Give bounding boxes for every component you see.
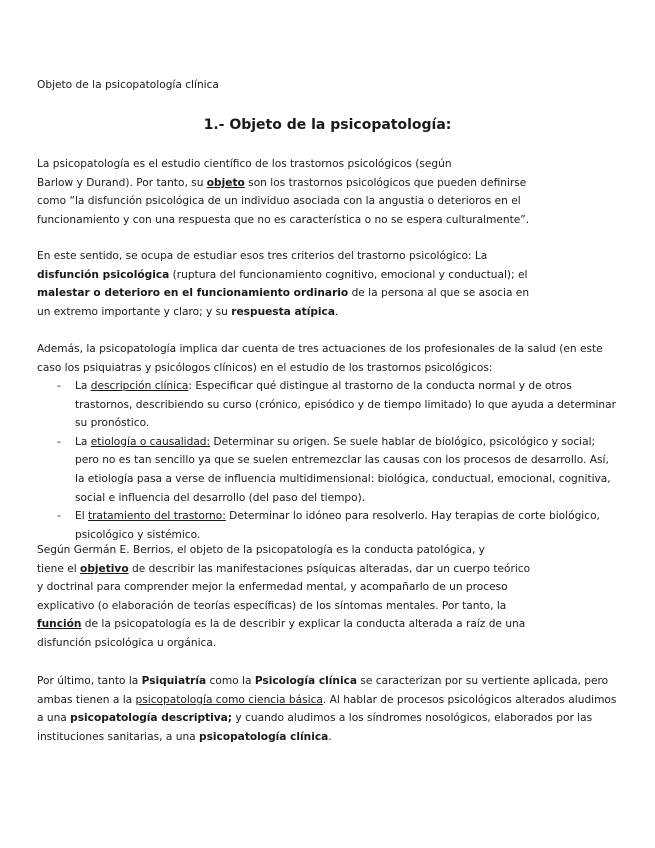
list-item-etiologia: [37, 433, 627, 507]
text-line: [37, 728, 627, 747]
text-run: de la psicopatología es la de describir y explicar la conducta alterada a raíz de una: [81, 618, 526, 631]
term-disfuncion: disfunción psicológica: [37, 268, 170, 281]
text-line: Además, la psicopatología implica dar cuenta de tres actuaciones de los profesionales de la salud (en este: [37, 343, 603, 355]
text-line: La psicopatología es el estudio científico de los trastornos psicológicos (según: [37, 158, 452, 170]
term-psicopatologia-descriptiva: psicopatología descriptiva;: [70, 712, 233, 725]
text-run: como la: [206, 675, 255, 687]
text-line: caso los psiquiatras y psicólogos clínicos) en el estudio de los trastornos psicológicos:: [37, 361, 493, 374]
text-line: social e influencia del desarrollo (del paso del tiempo).: [75, 491, 366, 504]
text-line: [37, 266, 627, 285]
paragraph-berrios: [37, 541, 627, 653]
term-funcion: función: [37, 618, 82, 631]
text-line: trastornos, describiendo su curso (crónico, episódico y de tiempo limitado) lo que ayuda a determinar: [75, 398, 616, 411]
text-run: de describir las manifestaciones psíquicas alteradas, dar un cuerpo teórico: [128, 562, 531, 575]
text-run: tiene el: [37, 562, 81, 575]
text-run: La: [75, 380, 91, 392]
text-line: psicológico y sistémico.: [75, 528, 201, 541]
term-psiquiatria: Psiquiatría: [141, 675, 207, 687]
text-run: y cuando aludimos a los síndromes nosológicos, elaborados por las: [232, 712, 593, 725]
text-line: [75, 377, 627, 396]
text-line: Según Germán E. Berrios, el objeto de la psicopatología es la conducta patológica, y: [37, 544, 485, 556]
bullet-dash: -: [57, 380, 61, 392]
text-run: instituciones sanitarias, a una: [37, 730, 200, 743]
list-item-descripcion: [37, 377, 627, 433]
text-line: como “la disfunción psicológica de un individuo asociada con la angustia o deterioros en el: [37, 195, 521, 208]
term-etiologia: etiología o causalidad:: [90, 435, 211, 448]
text-run: se caracterizan por su vertiente aplicada, pero: [357, 675, 609, 687]
text-run: (ruptura del funcionamiento cognitivo, emocional y conductual); el: [169, 268, 528, 281]
text-run: a una: [37, 712, 71, 725]
text-run: Determinar lo idóneo para resolverlo. Hay terapias de corte biológico,: [225, 510, 600, 523]
text-line: pero no es tan sencillo ya que se suelen entremezclar las causas con los procesos de desarrollo. Así,: [75, 454, 609, 467]
text-line: [37, 615, 627, 634]
text-line: [37, 709, 627, 728]
text-run: de la persona al que se asocia en: [348, 287, 530, 300]
paragraph-criteria: [37, 247, 627, 321]
text-line: [75, 507, 627, 526]
term-malestar: malestar o deterioro en el funcionamiento ordinario: [37, 287, 349, 300]
text-run: un extremo importante y claro; y su: [37, 305, 232, 318]
text-line: [37, 672, 627, 691]
text-run: : Especificar qué distingue al trastorno de la conducta normal y de otros: [188, 380, 572, 392]
text-line: explicativo (o elaboración de teorías específicas) de los síntomas mentales. Por tanto, la: [37, 599, 507, 612]
term-psicopatologia-clinica: psicopatología clínica: [199, 730, 329, 743]
text-run: El: [75, 510, 89, 523]
text-run: Barlow y Durand). Por tanto, su: [37, 176, 207, 189]
term-respuesta-atipica: respuesta atípica: [231, 305, 335, 318]
text-run: Determinar su origen. Se suele hablar de biológico, psicológico y social;: [210, 435, 596, 448]
bullet-dash: -: [57, 435, 61, 448]
term-objetivo: objetivo: [80, 562, 129, 575]
text-line: y doctrinal para comprender mejor la enfermedad mental, y acompañarlo de un proceso: [37, 581, 508, 594]
text-run: ambas tienen a la: [37, 693, 136, 706]
term-ciencia-basica: psicopatología como ciencia básica: [135, 693, 323, 706]
paragraph-conclusion: [37, 672, 627, 746]
text-run: son los trastornos psicológicos que pueden definirse: [244, 176, 527, 189]
paragraph-actuaciones: [37, 340, 627, 377]
text-line: su pronóstico.: [75, 417, 150, 430]
text-run: .: [334, 305, 339, 318]
actuaciones-list: [37, 377, 627, 544]
bullet-dash: -: [57, 510, 61, 523]
text-line: [37, 174, 627, 193]
text-line: [37, 691, 627, 710]
text-run: .: [328, 730, 332, 743]
text-line: [37, 560, 627, 579]
text-line: [37, 284, 627, 303]
text-line: la etiología pasa a verse de influencia multidimensional: biológica, conductual, emocional, cognitiva,: [75, 472, 611, 485]
text-line: En este sentido, se ocupa de estudiar esos tres criterios del trastorno psicológico: La: [37, 250, 488, 262]
text-run: . Al hablar de procesos psicológicos alterados aludimos: [322, 693, 617, 706]
text-run: Por último, tanto la: [37, 675, 142, 687]
text-line: disfunción psicológica u orgánica.: [37, 636, 217, 649]
section-title: 1.- Objeto de la psicopatología:: [203, 117, 452, 133]
list-item-tratamiento: [37, 507, 627, 544]
text-run: La: [75, 435, 91, 448]
text-line: [75, 433, 627, 452]
term-psicologia-clinica: Psicología clínica: [254, 675, 358, 687]
term-objeto: objeto: [206, 176, 245, 189]
paragraph-definition: [37, 155, 627, 229]
text-line: [37, 303, 627, 322]
text-line: funcionamiento y con una respuesta que no es característica o no se espera culturalmente”.: [37, 213, 530, 226]
term-tratamiento: tratamiento del trastorno:: [88, 510, 226, 523]
page-header: Objeto de la psicopatología clínica: [37, 79, 219, 91]
term-descripcion-clinica: descripción clínica: [90, 380, 189, 392]
